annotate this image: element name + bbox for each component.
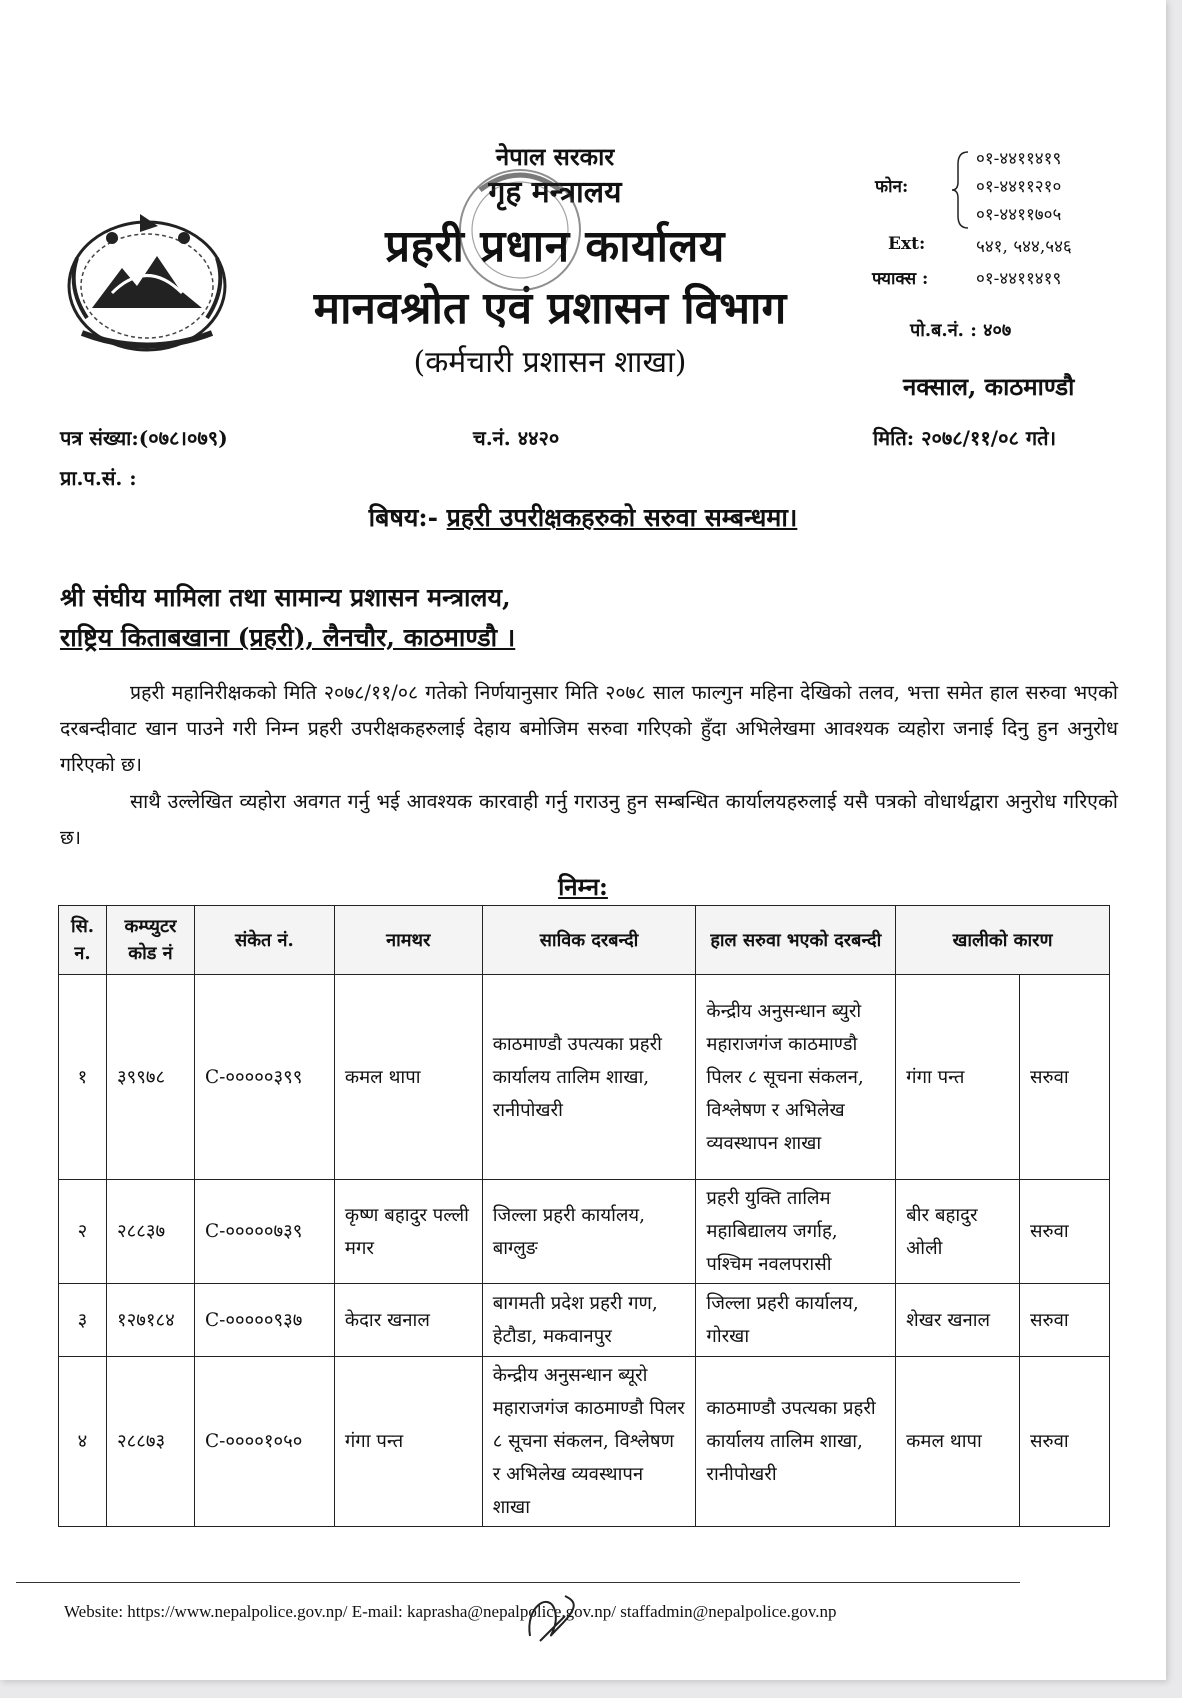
cell-new-post: प्रहरी युक्ति तालिम महाबिद्यालय जर्गाह, पश्चिम नवलपरासी — [696, 1180, 896, 1284]
cell-previous-post: जिल्ला प्रहरी कार्यालय, बाग्लुङ — [482, 1180, 696, 1284]
cell-new-post: काठमाण्डौ उपत्यका प्रहरी कार्यालय तालिम शाखा, रानीपोखरी — [696, 1357, 896, 1527]
letter-date: मिति: २०७८/११/०८ गते। — [873, 426, 1057, 450]
cell-symbol-no: C-०००००७३९ — [194, 1180, 334, 1284]
cell-name: कमल थापा — [334, 975, 482, 1180]
brace-icon — [952, 150, 970, 230]
cell-serial: २ — [59, 1180, 107, 1284]
cell-vacancy-person: गंगा पन्त — [896, 975, 1020, 1180]
letter-number: पत्र संख्या:(०७८।०७९) — [60, 426, 228, 450]
phone-number-2: ०१-४४११२१० — [976, 177, 1062, 197]
subject-line — [0, 500, 1166, 534]
header-vacancy-reason: खालीको कारण — [896, 906, 1110, 975]
cell-vacancy-person: बीर बहादुर ओली — [896, 1180, 1020, 1284]
fax-value: ०१-४४११४१९ — [976, 269, 1062, 289]
cell-vacancy-reason: सरुवा — [1020, 975, 1110, 1180]
cell-serial: ४ — [59, 1357, 107, 1527]
cell-serial: १ — [59, 975, 107, 1180]
cell-computer-code: १२७१८४ — [106, 1284, 194, 1357]
prapasa-field: प्रा.प.सं. : — [60, 466, 137, 490]
table-row — [59, 1180, 1110, 1284]
header-name: नामथर — [334, 906, 482, 975]
department-title: मानवश्रोत एवं प्रशासन विभाग — [313, 283, 787, 334]
subject-label: बिषय:- — [368, 503, 438, 532]
ministry-name: गृह मन्त्रालय — [488, 175, 622, 210]
cell-name: कृष्ण बहादुर पल्ली मगर — [334, 1180, 482, 1284]
signature-icon — [520, 1586, 580, 1652]
header-serial: सि. न. — [59, 906, 107, 975]
cell-vacancy-person: शेखर खनाल — [896, 1284, 1020, 1357]
cell-previous-post: काठमाण्डौ उपत्यका प्रहरी कार्यालय तालिम शाखा, रानीपोखरी — [482, 975, 696, 1180]
cell-vacancy-reason: सरुवा — [1020, 1357, 1110, 1527]
phone-number-3: ०१-४४११७०५ — [976, 205, 1062, 225]
header-symbol-no: संकेत नं. — [194, 906, 334, 975]
cell-vacancy-person: कमल थापा — [896, 1357, 1020, 1527]
cell-name: केदार खनाल — [334, 1284, 482, 1357]
cell-name: गंगा पन्त — [334, 1357, 482, 1527]
cell-previous-post: बागमती प्रदेश प्रहरी गण, हेटौडा, मकवानपुर — [482, 1284, 696, 1357]
cell-computer-code: २८८७३ — [106, 1357, 194, 1527]
cell-symbol-no: C-०००००९३७ — [194, 1284, 334, 1357]
po-box: पो.ब.नं. : ४०७ — [910, 320, 1012, 341]
header-computer-code: कम्प्युटर कोड नं — [106, 906, 194, 975]
footer-divider — [16, 1582, 1020, 1583]
cell-new-post: केन्द्रीय अनुसन्धान ब्युरो महाराजगंज काठमाण्डौ पिलर ८ सूचना संकलन, विश्लेषण र अभिलेख व्यवस्थापन शाखा — [696, 975, 896, 1180]
cell-vacancy-reason: सरुवा — [1020, 1284, 1110, 1357]
cell-serial: ३ — [59, 1284, 107, 1357]
cell-vacancy-reason: सरुवा — [1020, 1180, 1110, 1284]
cell-new-post: जिल्ला प्रहरी कार्यालय, गोरखा — [696, 1284, 896, 1357]
cell-computer-code: २८८३७ — [106, 1180, 194, 1284]
fax-label: फ्याक्स : — [872, 269, 929, 289]
dispatch-number: च.नं. ४४२० — [473, 426, 560, 450]
cell-computer-code: ३९९७८ — [106, 975, 194, 1180]
ext-label: Ext: — [888, 234, 926, 254]
ext-value: ५४१, ५४४,५४६ — [976, 237, 1072, 257]
body-paragraph-1: प्रहरी महानिरीक्षकको मिति २०७८/११/०८ गतेको निर्णयानुसार मिति २०७८ साल फाल्गुन महिना देखिको तलव, भत्ता समेत हाल सरुवा भएको दरबन्दीवाट खान पाउने गरी निम्न प्रहरी उपरीक्षकहरुलाई देहाय बमोजिम सरुवा गरिएको हुँदा अभिलेखमा आवश्यक व्यहोरा जनाई दिनु हुन अनुरोध गरिएको छ। — [60, 681, 1118, 776]
table-row — [59, 1357, 1110, 1527]
cell-previous-post: केन्द्रीय अनुसन्धान ब्यूरो महाराजगंज काठमाण्डौ पिलर ८ सूचना संकलन, विश्लेषण र अभिलेख व्यवस्थापन शाखा — [482, 1357, 696, 1527]
cell-symbol-no: C-००००१०५० — [194, 1357, 334, 1527]
cell-symbol-no: C-०००००३९९ — [194, 975, 334, 1180]
government-name: नेपाल सरकार — [495, 142, 615, 171]
transfer-table — [58, 905, 1110, 1527]
phone-number-1: ०१-४४११४१९ — [976, 149, 1062, 169]
subject-text: प्रहरी उपरीक्षकहरुको सरुवा सम्बन्धमा। — [446, 503, 798, 532]
header-previous-post: साविक दरबन्दी — [482, 906, 696, 975]
recipient-line-1: श्री संघीय मामिला तथा सामान्य प्रशासन मन्त्रालय, — [60, 583, 511, 612]
table-row — [59, 1284, 1110, 1357]
list-heading: निम्न: — [558, 872, 608, 901]
body-paragraph-2: साथै उल्लेखित व्यहोरा अवगत गर्नु भई आवश्यक कारवाही गर्नु गराउनु हुन सम्बन्धित कार्यालयहरुलाई यसै पत्रको वोधार्थद्वारा अनुरोध गरिएको छ। — [60, 790, 1118, 849]
office-address: नक्साल, काठमाण्डौ — [903, 372, 1075, 401]
nepal-emblem-icon — [52, 198, 242, 358]
header-new-post: हाल सरुवा भएको दरबन्दी — [696, 906, 896, 975]
section-title: (कर्मचारी प्रशासन शाखा) — [413, 345, 687, 380]
phone-label: फोन: — [875, 177, 909, 197]
footer-contact: Website: https://www.nepalpolice.gov.np/ E-mail: kaprasha@nepalpolice.gov.np/ staffadmin@nepalpolice.gov.np — [64, 1602, 837, 1621]
table-header-row — [59, 906, 1110, 975]
recipient-line-2: राष्ट्रिय किताबखाना (प्रहरी), लैनचौर, काठमाण्डौ । — [60, 623, 516, 652]
table-row — [59, 975, 1110, 1180]
office-title: प्रहरी प्रधान कार्यालय — [385, 221, 725, 272]
